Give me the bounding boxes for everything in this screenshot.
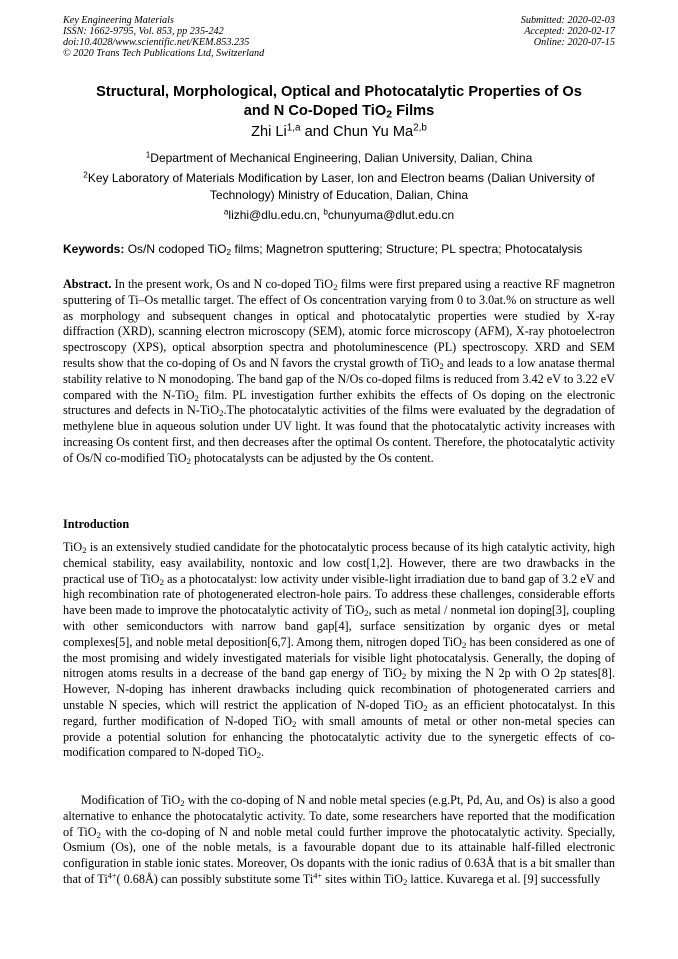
section-heading-introduction: Introduction (63, 517, 130, 531)
intro-paragraph-1: TiO$_2$ is an extensively studied candidate for the photocatalytic process because of its high catalytic activity, high chemical stability, easy availability, nontoxic and low cost[1,2]. However, there are two drawbacks in the practical use of TiO$_2$ as a photocatalyst: low activity under visible-light irradiation due to band gap of 3.2 eV and high recombination rate of photogenerated electron-hole pairs. To address these challenges, considerable efforts have been made to improve the photocatalytic activity of TiO$_2$, such as metal / nonmetal ion doping[3], coupling with other semiconductors with narrow band gap[4], surface sensitization by organic dyes or metal complexes[5], and noble metal deposition[6,7]. Among them, nitrogen doped TiO$_2$ has been considered as one of the most promising and widely investigated materials for visible light photocatalysis. Generally, the doping of nitrogen atoms results in a decrease of the band gap energy of TiO$_2$ by mixing the N 2p with O 2p states[8]. However, N-doping has inherent drawbacks including quick recombination of photogenerated carriers and unstable N species, which will restrict the application of N-doped TiO$_2$ as an efficient photocatalyst. In this regard, further modification of N-doped TiO$_2$ with small amounts of metal or other non-metal species can provide a potential solution for enhancing the photocatalytic activity due to the synergetic effects of co-modification compared to N-doped TiO$_2$. (63, 540, 616, 761)
author-1: Zhi Li (251, 124, 287, 140)
journal-header-right (521, 16, 615, 49)
title-line-2: and N Co-Doped TiO$_2$ Films (243, 103, 435, 121)
online-date: Online: 2020-07-15 (533, 36, 615, 48)
journal-header-left (63, 16, 264, 60)
affiliation-1: $^1$Department of Mechanical Engineering, Dalian University, Dalian, China (145, 150, 533, 165)
email-b: chunyuma@dlut.edu.cn (327, 208, 455, 222)
submitted-date: Submitted: 2020-02-03 (520, 15, 615, 26)
paper-title (63, 83, 615, 121)
author-list: Zhi Li$^{1,a}$ and Chun Yu Ma$^{2,b}$ (251, 122, 427, 140)
abstract: Abstract. In the present work, Os and N co-doped TiO$_2$ films were first prepared using a reactive RF magnetron sputtering of Ti–Os metallic target. The effect of Os concentration varying from 0 to 3.0at.% on structure as well as morphology and subsequent changes in optical and photocatalytic properties were studied by X-ray diffraction (XRD), scanning electron microscopy (SEM), atomic force microscopy (AFM), X-ray photoelectron spectroscopy (XPS), optical absorption spectra and photoluminescence (PL) spectroscopy. XRD and SEM results show that the co-doping of Os and N favors the crystal growth of TiO$_2$ and leads to a low anatase thermal stability relative to N monodoping. The band gap of the N/Os co-doped films is reduced from 3.42 eV to 3.22 eV compared with the N-TiO$_2$ film. PL investigation further exhibits the effects of Os doping on the electronic structures and defects in N-TiO$_2$.The photocatalytic activities of the films were evaluated by the degradation of methylene blue in aqueous solution under UV light. It was found that the photocatalytic activity increases with increasing Os content first, and then decreases after the optimal Os content. Therefore, the photocatalytic activity of Os/N co-modified TiO$_2$ photocatalysts can be adjusted by the Os content. (63, 277, 616, 466)
issn-line: ISSN: 1662-9795, Vol. 853, pp 235-242 (63, 25, 224, 37)
doi-line: doi:10.4028/www.scientific.net/KEM.853.235 (63, 36, 250, 48)
abstract-label: Abstract. (63, 277, 112, 291)
affiliation-2: $^2$Key Laboratory of Materials Modification by Laser, Ion and Electron beams (Dalian University of Technology) Ministry of Education, Dalian, China (83, 170, 595, 202)
journal-name: Key Engineering Materials (63, 15, 174, 26)
author-emails: $^a$lizhi@dlu.edu.cn, $^b$chunyuma@dlut.edu.cn (223, 207, 455, 222)
keywords: Keywords: Os/N codoped TiO$_2$ films; Magnetron sputtering; Structure; PL spectra; Photocatalysis (63, 242, 583, 258)
title-line-1: Structural, Morphological, Optical and Photocatalytic Properties of Os (96, 84, 582, 100)
author-2: Chun Yu Ma (333, 124, 414, 140)
copyright-line: © 2020 Trans Tech Publications Ltd, Switzerland (63, 47, 265, 59)
accepted-date: Accepted: 2020-02-17 (524, 25, 615, 37)
intro-paragraph-2: Modification of TiO$_2$ with the co-doping of N and noble metal species (e.g.Pt, Pd, Au, and Os) is also a good alternative to enhance the photocatalytic activity. To date, some researchers have reported that the modification of TiO$_2$ with the co-doping of N and noble metal could further improve the photocatalytic activity. Specially, Osmium (Os), one of the noble metals, is a favourable dopant due to its attainable half-filled electronic configuration in stable ionic states. Moreover, Os dopants with the ionic radius of 0.63Å that is a bit smaller than that of $Ti^{4+}$( 0.68Å) can possibly substitute some $Ti^{4+}$ sites within TiO$_2$ lattice. Kuvarega et al. [9] successfully (63, 793, 616, 888)
keywords-label: Keywords: (63, 242, 125, 256)
email-a: lizhi@dlu.edu.cn (228, 208, 317, 222)
